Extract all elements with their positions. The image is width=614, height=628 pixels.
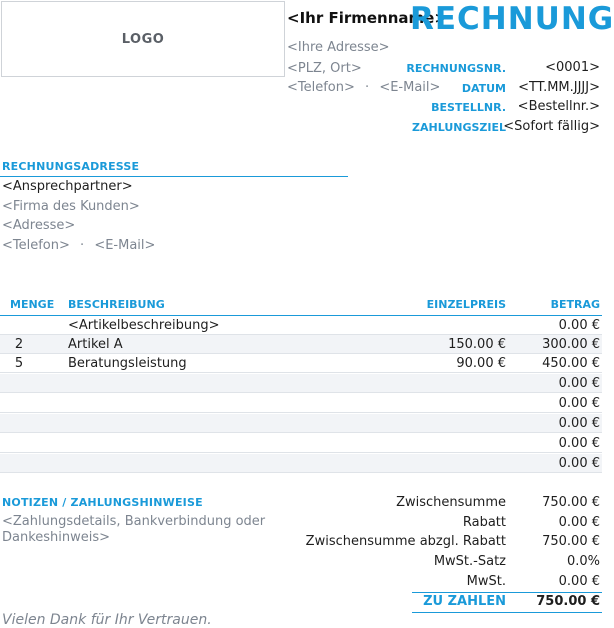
table-row [0,434,602,453]
row-amount: 0.00 € [558,456,600,471]
row-amount: 0.00 € [558,396,600,411]
row-amount: 0.00 € [558,318,600,333]
billing-contact-line [2,238,155,253]
table-row [0,414,602,433]
meta-value-payment-terms: <Sofort fällig> [503,119,600,134]
total-due-value: 750.00 € [536,594,600,609]
billing-heading: RECHNUNGSADRESSE [2,160,140,173]
meta-value-invoice-number: <0001> [545,60,600,75]
row-unit-price: 90.00 € [456,356,506,371]
company-contact-line [287,80,441,95]
total-value-subtotal-less-discount: 750.00 € [542,534,600,549]
logo-placeholder [1,1,285,77]
meta-value-order-number: <Bestellnr.> [517,99,600,114]
total-value-vat: 0.00 € [558,574,600,589]
billing-contact: <Ansprechpartner> [2,179,133,194]
total-label-subtotal: Zwischensumme [396,495,506,510]
document-title: RECHNUNG [410,1,614,37]
logo-label: LOGO [121,31,165,47]
total-due-label: ZU ZAHLEN [423,594,506,609]
row-amount: 0.00 € [558,416,600,431]
total-label-vat: MwSt. [466,574,506,589]
thank-you-note: Vielen Dank für Ihr Vertrauen. [2,612,212,628]
company-email: <E-Mail> [379,80,441,95]
meta-label-payment-terms: ZAHLUNGSZIEL [412,121,506,134]
row-description: <Artikelbeschreibung> [68,318,220,333]
billing-divider [0,176,348,177]
total-due-top-rule [412,592,602,593]
row-description: Beratungsleistung [68,356,187,371]
meta-label-order-number: BESTELLNR. [431,101,506,114]
column-header-amount: BETRAG [550,298,600,311]
row-amount: 450.00 € [542,356,600,371]
billing-company: <Firma des Kunden> [2,199,140,214]
column-header-unit-price: EINZELPREIS [426,298,506,311]
billing-email: <E-Mail> [94,238,156,253]
meta-label-date: DATUM [461,82,506,95]
total-label-subtotal-less-discount: Zwischensumme abzgl. Rabatt [305,534,506,549]
table-row [0,354,602,373]
company-phone: <Telefon> [287,80,355,95]
table-row [0,394,602,413]
column-header-description: BESCHREIBUNG [68,298,165,311]
row-qty: 2 [14,337,24,352]
total-value-subtotal: 750.00 € [542,495,600,510]
table-row [0,374,602,393]
total-due-bottom-rule [412,612,602,613]
total-label-discount: Rabatt [462,515,506,530]
billing-address: <Adresse> [2,218,76,233]
notes-heading: NOTIZEN / ZAHLUNGSHINWEISE [2,496,203,509]
contact-separator: · [365,80,370,95]
company-address: <Ihre Adresse> [287,40,390,55]
billing-phone: <Telefon> [2,238,70,253]
row-amount: 300.00 € [542,337,600,352]
total-label-vat-rate: MwSt.-Satz [433,554,506,569]
row-description: Artikel A [68,337,123,352]
billing-separator: · [80,238,85,253]
total-value-vat-rate: 0.0% [566,554,600,569]
row-qty: 5 [14,356,24,371]
row-unit-price: 150.00 € [448,337,506,352]
table-row [0,316,602,335]
meta-value-date: <TT.MM.JJJJ> [518,80,600,95]
table-row [0,454,602,473]
meta-label-invoice-number: RECHNUNGSNR. [406,62,506,75]
row-amount: 0.00 € [558,376,600,391]
column-header-qty: MENGE [10,298,55,311]
total-value-discount: 0.00 € [558,515,600,530]
table-row [0,335,602,354]
row-amount: 0.00 € [558,436,600,451]
company-name: <Ihr Firmenname> [287,9,447,27]
table-header [0,297,602,315]
notes-text: <Zahlungsdetails, Bankverbindung oder Dankeshinweis> [2,514,266,545]
company-city: <PLZ, Ort> [287,61,362,76]
